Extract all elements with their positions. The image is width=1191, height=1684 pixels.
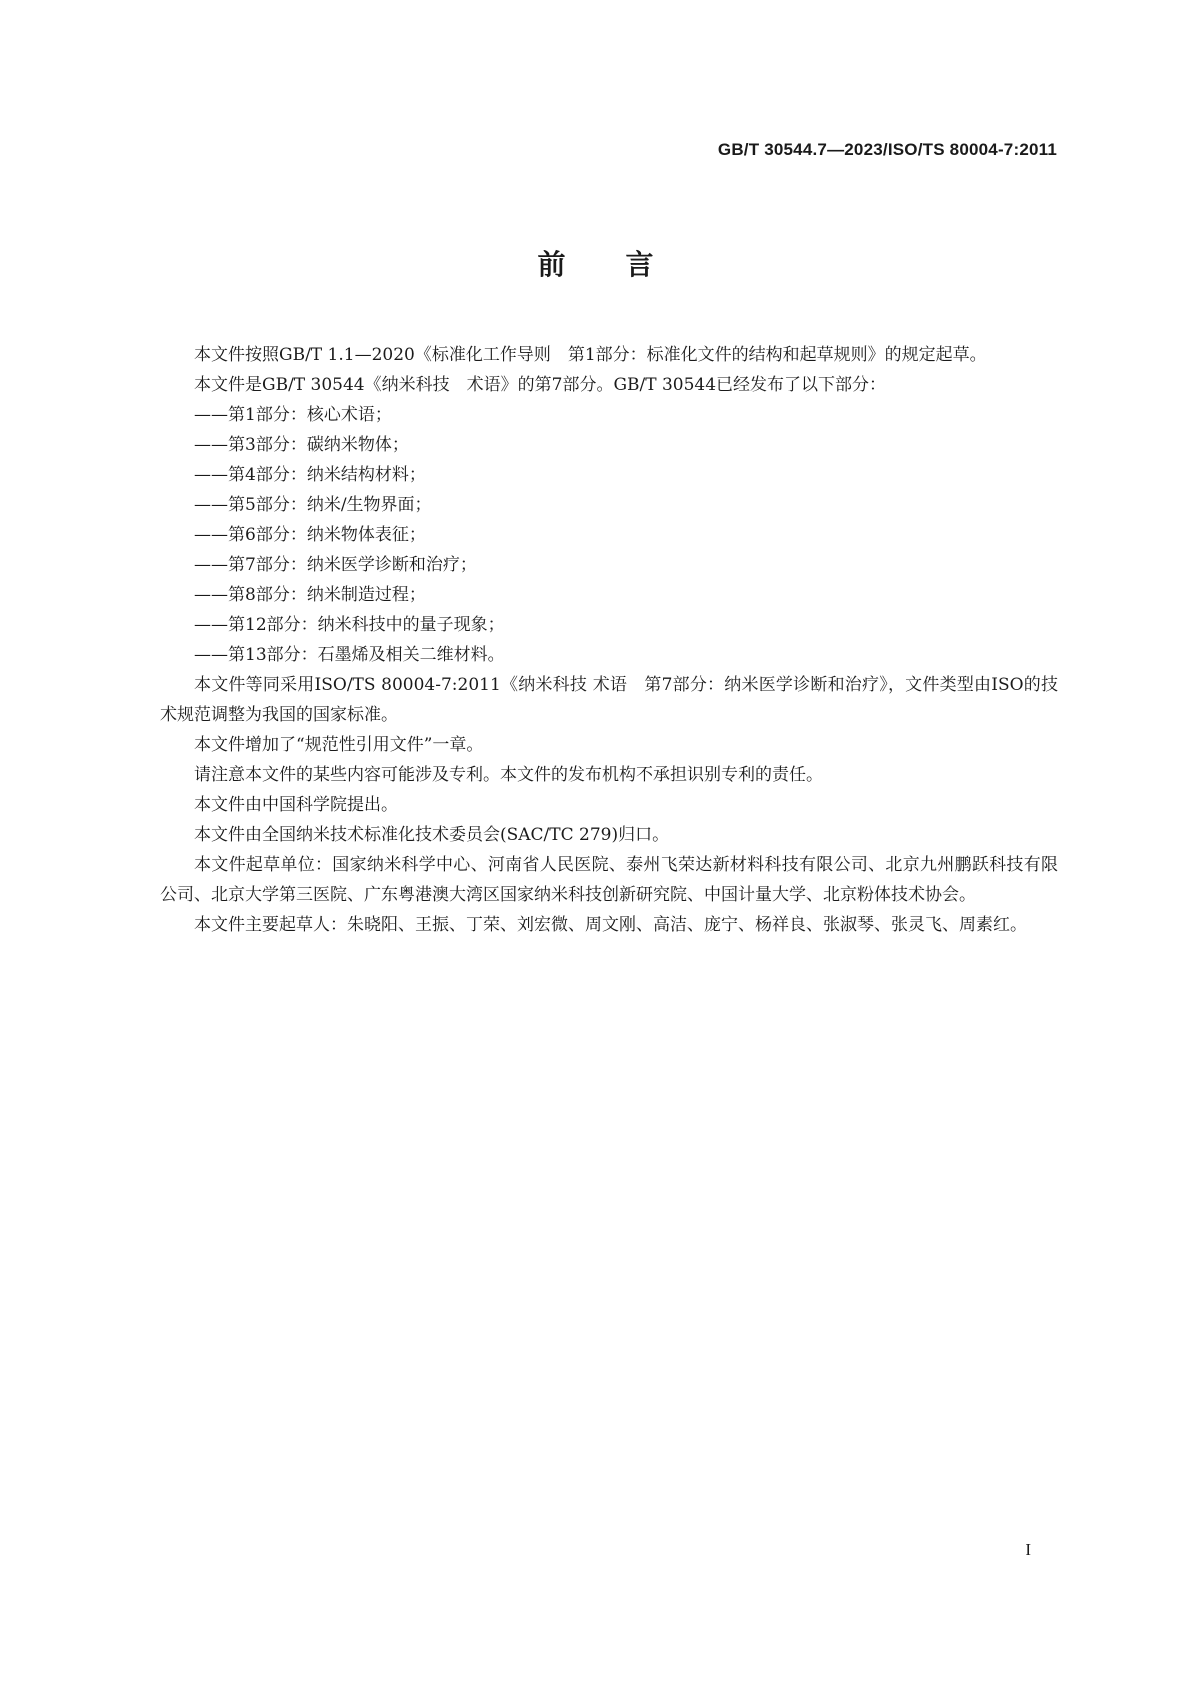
drafters-paragraph: 本文件主要起草人：朱晓阳、王振、丁荣、刘宏微、周文刚、高洁、庞宁、杨祥良、张淑琴、张灵飞、周素红。 <box>194 915 1027 935</box>
list-item: ——第4部分：纳米结构材料； <box>194 465 426 485</box>
list-item: ——第3部分：碳纳米物体； <box>194 435 409 455</box>
list-item: ——第1部分：核心术语； <box>194 405 392 425</box>
list-item: ——第6部分：纳米物体表征； <box>194 525 426 545</box>
proposer-paragraph: 本文件由中国科学院提出。 <box>194 795 398 815</box>
list-item: ——第13部分：石墨烯及相关二维材料。 <box>194 645 505 665</box>
foreword-body <box>160 340 1058 940</box>
page-number: I <box>1025 1540 1031 1559</box>
list-item: ——第7部分：纳米医学诊断和治疗； <box>194 555 477 575</box>
added-chapter-paragraph: 本文件增加了“规范性引用文件”一章。 <box>194 735 484 755</box>
list-item: ——第12部分：纳米科技中的量子现象； <box>194 615 505 635</box>
adoption-paragraph: 本文件等同采用ISO/TS 80004-7:2011《纳米科技 术语 第7部分：纳米医学诊断和治疗》，文件类型由ISO的技术规范调整为我国的国家标准。 <box>160 675 1058 725</box>
list-item: ——第5部分：纳米/生物界面； <box>194 495 432 515</box>
intro-paragraph-2: 本文件是GB/T 30544《纳米科技 术语》的第7部分。GB/T 30544已经发布了以下部分： <box>194 375 887 395</box>
standard-code-header: GB/T 30544.7—2023/ISO/TS 80004-7:2011 <box>717 140 1057 159</box>
patent-notice-paragraph: 请注意本文件的某些内容可能涉及专利。本文件的发布机构不承担识别专利的责任。 <box>194 765 823 785</box>
committee-paragraph: 本文件由全国纳米技术标准化技术委员会(SAC/TC 279)归口。 <box>194 825 670 845</box>
drafting-units-paragraph: 本文件起草单位：国家纳米科学中心、河南省人民医院、泰州飞荣达新材料科技有限公司、北京九州鹏跃科技有限公司、北京大学第三医院、广东粤港澳大湾区国家纳米科技创新研究院、中国计量大学、北京粉体技术协会。 <box>160 855 1058 905</box>
parts-list <box>160 400 1058 670</box>
page-title: 前言 <box>537 248 714 281</box>
list-item: ——第8部分：纳米制造过程； <box>194 585 426 605</box>
intro-paragraph-1: 本文件按照GB/T 1.1—2020《标准化工作导则 第1部分：标准化文件的结构和起草规则》的规定起草。 <box>194 345 987 365</box>
